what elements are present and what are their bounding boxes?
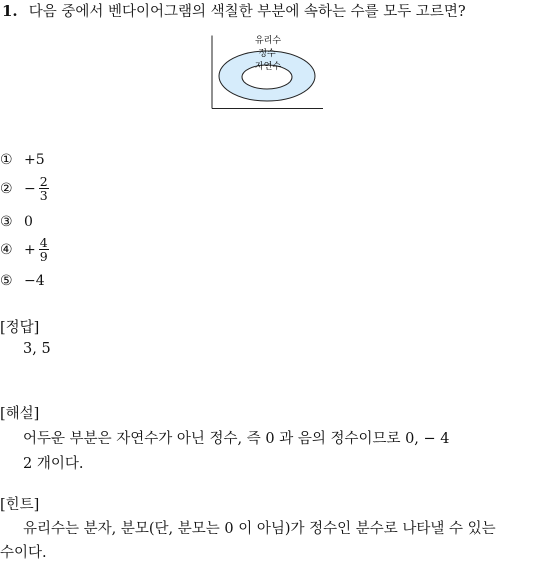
choice-2-fraction <box>39 175 49 202</box>
choice-4-marker: ④ <box>0 241 13 258</box>
label-rational-numbers: 유리수 <box>254 36 282 46</box>
choice-2-denominator: 3 <box>39 188 48 203</box>
choice-4-fraction <box>39 236 49 263</box>
hint-heading: [힌트] <box>0 497 40 513</box>
choice-1-marker: ① <box>0 152 13 168</box>
choice-5-marker: ⑤ <box>0 273 13 289</box>
choice-2[interactable] <box>0 175 49 202</box>
choice-3-marker: ③ <box>0 214 13 230</box>
choice-2-marker: ② <box>0 180 13 197</box>
choice-4[interactable] <box>0 236 49 263</box>
choice-3[interactable] <box>0 214 33 230</box>
explanation-line-2: 2 개이다. <box>23 456 84 472</box>
choice-4-numerator: 4 <box>39 235 48 250</box>
label-natural-numbers: 자연수 <box>254 62 282 72</box>
choice-5-value: −4 <box>24 273 45 289</box>
choice-2-numerator: 2 <box>39 174 48 189</box>
choice-2-sign: − <box>24 180 36 197</box>
explanation-line-1: 어두운 부분은 자연수가 아닌 정수, 즉 0 과 음의 정수이므로 0, − 4 <box>23 431 450 447</box>
answer-heading: [정답] <box>0 320 40 336</box>
choice-5[interactable] <box>0 273 45 289</box>
question-text: 다음 중에서 벤다이어그램의 색칠한 부분에 속하는 수를 모두 고르면? <box>28 4 466 20</box>
hint-line-2: 수이다. <box>0 545 47 561</box>
venn-diagram <box>211 35 323 109</box>
question-number: 1. <box>2 2 18 20</box>
choice-1-value: +5 <box>24 152 45 168</box>
hint-line-1: 유리수는 분자, 분모(단, 분모는 0 이 아님)가 정수인 분수로 나타낼 수 있는 <box>23 521 496 537</box>
venn-diagram-svg <box>211 35 323 109</box>
choice-1[interactable] <box>0 152 45 168</box>
choice-4-sign: + <box>24 241 36 258</box>
choice-4-denominator: 9 <box>39 249 48 264</box>
label-integers: 정수 <box>258 49 276 59</box>
answer-text: 3, 5 <box>23 341 51 357</box>
choice-3-value: 0 <box>24 214 33 230</box>
explanation-heading: [해설] <box>0 406 40 422</box>
question <box>2 0 466 21</box>
